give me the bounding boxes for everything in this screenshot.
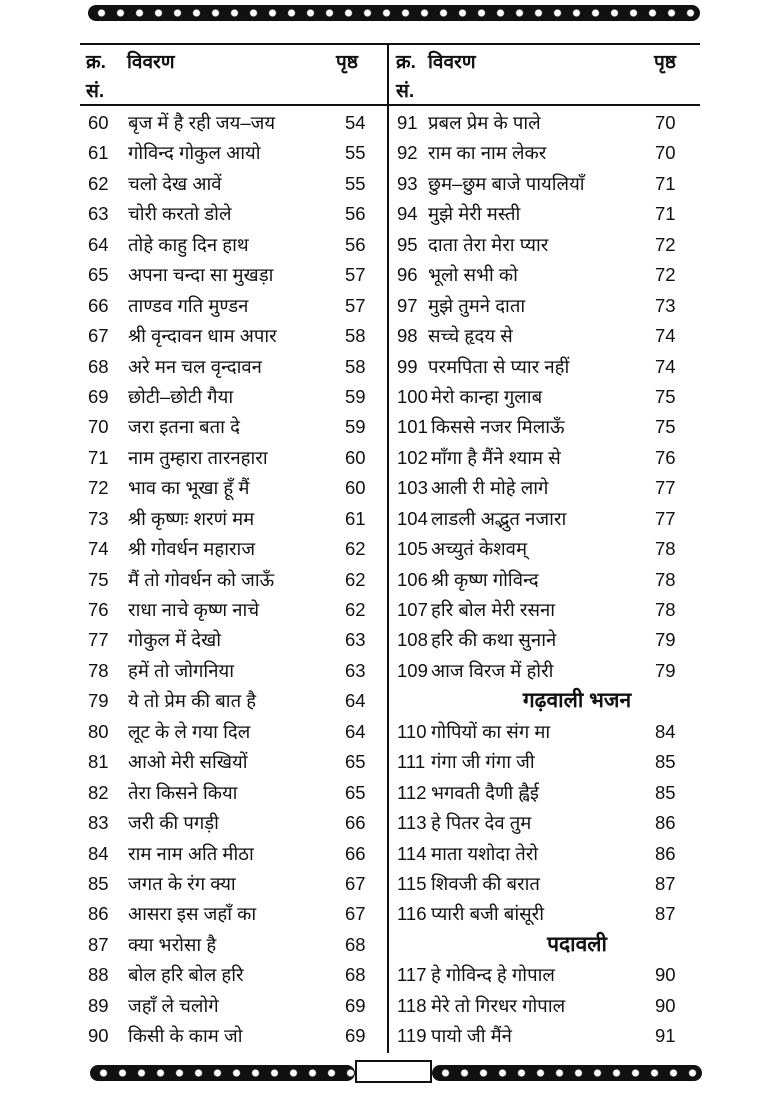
entry-title: अच्युतं केशवम् (431, 538, 528, 560)
entry-title: मुझे तुमने दाता (428, 294, 526, 316)
contents-entry (397, 625, 697, 655)
entry-page: 55 (345, 172, 366, 194)
entry-title: प्यारी बजी बांसूरी (431, 903, 545, 925)
contents-entry (88, 108, 383, 138)
entry-number: 63 (88, 203, 109, 225)
entry-number: 61 (88, 142, 109, 164)
entry-page: 55 (345, 142, 366, 164)
entry-number: 97 (397, 294, 418, 316)
contents-entry (397, 747, 697, 777)
entry-page: 63 (345, 659, 366, 681)
decorative-border-top (88, 5, 700, 21)
entry-title: मैं तो गोवर्धन को जाऊँ (128, 568, 275, 590)
entry-title: माता यशोदा तेरो (431, 842, 539, 864)
entry-title: राम नाम अति मीठा (128, 842, 254, 864)
entry-number: 88 (88, 964, 109, 986)
entry-number: 113 (397, 812, 427, 834)
contents-entry (88, 352, 383, 382)
header-title-left: विवरण (127, 52, 175, 73)
header-sno-left: क्र. (86, 52, 106, 73)
entry-page: 58 (345, 355, 366, 377)
entry-number: 108 (397, 629, 428, 651)
contents-entry (397, 230, 697, 260)
entry-number: 107 (397, 599, 428, 620)
entry-number: 65 (88, 264, 109, 286)
entry-title: चलो देख आवें (128, 172, 222, 194)
contents-entry (88, 412, 383, 442)
entry-title: लाडली अद्भुत नजारा (431, 507, 567, 529)
entry-number: 74 (88, 538, 109, 560)
section-heading (397, 686, 697, 716)
entry-title: राधा नाचे कृष्ण नाचे (128, 599, 260, 620)
entry-number: 69 (88, 385, 109, 407)
entry-title: तेरा किसने किया (128, 781, 238, 803)
contents-left-column (88, 108, 383, 1052)
contents-entry (88, 960, 383, 990)
entry-title: श्री वृन्दावन धाम अपार (128, 325, 277, 347)
entry-number: 89 (88, 994, 109, 1016)
entry-title: आओ मेरी सखियों (128, 751, 248, 773)
entry-title: बृज में है रही जय–जय (128, 112, 276, 133)
entry-page: 79 (655, 629, 676, 651)
entry-number: 112 (397, 781, 427, 803)
entry-number: 100 (397, 385, 428, 407)
header-page-left: पृष्ठ (336, 52, 358, 73)
entry-page: 71 (655, 203, 676, 225)
entry-page: 73 (655, 294, 676, 316)
contents-entry (88, 321, 383, 351)
entry-title: अरे मन चल वृन्दावन (128, 355, 262, 377)
contents-entry (397, 291, 697, 321)
entry-number: 79 (88, 690, 109, 712)
entry-number: 70 (88, 416, 109, 438)
contents-entry (88, 808, 383, 838)
entry-title: तोहे काहु दिन हाथ (128, 233, 249, 255)
contents-entry (397, 656, 697, 686)
entry-number: 114 (397, 842, 427, 864)
entry-title: किससे नजर मिलाऊँ (431, 416, 565, 438)
header-sno2-right: सं. (396, 81, 415, 102)
entry-page: 75 (655, 385, 676, 407)
entry-title: राम का नाम लेकर (428, 142, 547, 164)
contents-entry (88, 869, 383, 899)
entry-number: 80 (88, 720, 109, 742)
entry-number: 77 (88, 629, 109, 651)
column-divider (387, 43, 389, 1053)
entry-number: 85 (88, 872, 109, 894)
header-page-right: पृष्ठ (654, 52, 676, 73)
contents-entry (397, 199, 697, 229)
contents-entry (397, 260, 697, 290)
entry-page: 64 (345, 720, 366, 742)
contents-entry (88, 625, 383, 655)
contents-entry (88, 138, 383, 168)
entry-page: 85 (655, 751, 676, 773)
entry-title: श्री कृष्णः शरणं मम (128, 507, 255, 529)
contents-entry (397, 960, 697, 990)
entry-page: 70 (655, 142, 676, 164)
entry-number: 78 (88, 659, 109, 681)
entry-title: हे गोविन्द हे गोपाल (431, 964, 555, 986)
contents-entry (88, 565, 383, 595)
section-heading (397, 930, 697, 960)
entry-number: 64 (88, 233, 109, 255)
entry-title: मुझे मेरी मस्ती (428, 203, 521, 225)
header-title-right: विवरण (428, 52, 476, 73)
entry-page: 84 (655, 720, 676, 742)
entry-page: 62 (345, 599, 366, 620)
entry-number: 109 (397, 659, 428, 681)
entry-page: 77 (655, 507, 676, 529)
entry-number: 99 (397, 355, 418, 377)
entry-page: 87 (655, 903, 676, 925)
entry-number: 68 (88, 355, 109, 377)
entry-title: शिवजी की बरात (431, 872, 540, 894)
contents-entry (88, 473, 383, 503)
entry-page: 54 (345, 112, 366, 133)
entry-title: माँगा है मैंने श्याम से (431, 446, 561, 468)
entry-page: 60 (345, 446, 366, 468)
entry-number: 98 (397, 325, 418, 347)
entry-page: 76 (655, 446, 676, 468)
entry-page: 72 (655, 264, 676, 286)
contents-entry (397, 899, 697, 929)
entry-page: 56 (345, 233, 366, 255)
contents-entry (397, 565, 697, 595)
contents-entry (397, 869, 697, 899)
entry-number: 75 (88, 568, 109, 590)
section-heading-text: पदावली (547, 932, 607, 956)
entry-title: सच्चे हृदय से (428, 325, 513, 347)
contents-entry (88, 199, 383, 229)
entry-page: 58 (345, 325, 366, 347)
entry-number: 71 (88, 446, 109, 468)
entry-page: 75 (655, 416, 676, 438)
entry-page: 69 (345, 1025, 366, 1047)
contents-entry (397, 504, 697, 534)
entry-number: 82 (88, 781, 109, 803)
entry-page: 78 (655, 599, 676, 620)
entry-title: आली री मोहे लागे (431, 477, 549, 499)
contents-entry (397, 473, 697, 503)
contents-right-column (397, 108, 697, 1052)
contents-entry (397, 839, 697, 869)
entry-title: किसी के काम जो (128, 1025, 243, 1047)
entry-number: 102 (397, 446, 428, 468)
entry-page: 61 (345, 507, 366, 529)
entry-number: 72 (88, 477, 109, 499)
entry-title: भगवती दैणी ह्वैई (431, 781, 539, 803)
entry-page: 90 (655, 994, 676, 1016)
entry-title: जगत के रंग क्या (128, 872, 236, 894)
entry-title: भाव का भूखा हूँ मैं (128, 477, 250, 499)
entry-number: 90 (88, 1025, 109, 1047)
entry-title: जहाँ ले चलोगे (128, 994, 219, 1016)
entry-title: छोटी–छोटी गैया (128, 385, 234, 407)
entry-page: 65 (345, 781, 366, 803)
entry-title: गोकुल में देखो (128, 629, 222, 651)
entry-page: 74 (655, 325, 676, 347)
entry-page: 71 (655, 172, 676, 194)
entry-page: 85 (655, 781, 676, 803)
entry-number: 95 (397, 233, 418, 255)
decorative-border-bottom-right (432, 1065, 702, 1081)
entry-number: 62 (88, 172, 109, 194)
entry-page: 57 (345, 264, 366, 286)
contents-entry (88, 230, 383, 260)
entry-title: पायो जी मैंने (431, 1025, 512, 1047)
entry-number: 91 (397, 112, 418, 133)
entry-title: प्रबल प्रेम के पाले (428, 112, 541, 133)
contents-entry (397, 1021, 697, 1051)
entry-page: 60 (345, 477, 366, 499)
entry-page: 66 (345, 812, 366, 834)
contents-entry (88, 504, 383, 534)
entry-title: श्री कृष्ण गोविन्द (431, 568, 539, 590)
entry-page: 63 (345, 629, 366, 651)
entry-title: गोपियों का संग मा (431, 720, 551, 742)
entry-page: 87 (655, 872, 676, 894)
entry-page: 66 (345, 842, 366, 864)
entry-number: 117 (397, 964, 427, 986)
contents-entry (88, 717, 383, 747)
entry-page: 67 (345, 903, 366, 925)
contents-entry (397, 169, 697, 199)
entry-title: हे पितर देव तुम (431, 812, 532, 834)
entry-page: 56 (345, 203, 366, 225)
entry-number: 96 (397, 264, 418, 286)
contents-entry (397, 534, 697, 564)
entry-title: मेरो कान्हा गुलाब (431, 385, 543, 407)
entry-page: 86 (655, 842, 676, 864)
entry-page: 65 (345, 751, 366, 773)
entry-title: हमें तो जोगनिया (128, 659, 235, 681)
entry-number: 105 (397, 538, 428, 560)
entry-number: 81 (88, 751, 109, 773)
header-bottom-rule (80, 104, 700, 106)
decorative-border-bottom-left (90, 1065, 355, 1081)
entry-number: 115 (397, 872, 427, 894)
entry-title: जरी की पगड़ी (128, 812, 219, 834)
entry-number: 87 (88, 933, 109, 955)
entry-number: 92 (397, 142, 418, 164)
entry-page: 77 (655, 477, 676, 499)
contents-entry (397, 138, 697, 168)
entry-number: 73 (88, 507, 109, 529)
entry-page: 86 (655, 812, 676, 834)
entry-page: 68 (345, 933, 366, 955)
entry-page: 79 (655, 659, 676, 681)
entry-title: ये तो प्रेम की बात है (128, 690, 257, 712)
entry-number: 104 (397, 507, 428, 529)
entry-page: 57 (345, 294, 366, 316)
contents-entry (88, 839, 383, 869)
entry-title: अपना चन्दा सा मुखड़ा (128, 264, 274, 286)
contents-entry (397, 321, 697, 351)
header-sno2-left: सं. (86, 81, 105, 102)
contents-entry (397, 382, 697, 412)
entry-number: 116 (397, 903, 427, 925)
table-top-rule (80, 43, 700, 45)
entry-page: 74 (655, 355, 676, 377)
entry-page: 59 (345, 385, 366, 407)
contents-entry (397, 595, 697, 625)
entry-title: भूलो सभी को (428, 264, 518, 286)
entry-number: 60 (88, 112, 109, 133)
entry-title: ताण्डव गति मुण्डन (128, 294, 249, 316)
entry-number: 103 (397, 477, 428, 499)
contents-entry (88, 991, 383, 1021)
contents-entry (88, 899, 383, 929)
page-number-box (355, 1060, 432, 1083)
entry-number: 76 (88, 599, 109, 620)
entry-number: 119 (397, 1025, 427, 1047)
entry-number: 67 (88, 325, 109, 347)
entry-title: आसरा इस जहाँ का (128, 903, 257, 925)
entry-page: 90 (655, 964, 676, 986)
entry-number: 111 (397, 751, 426, 773)
entry-title: छुम–छुम बाजे पायलियाँ (428, 172, 585, 194)
entry-number: 101 (397, 416, 428, 438)
contents-entry (88, 443, 383, 473)
entry-title: हरि बोल मेरी रसना (431, 599, 556, 620)
entry-page: 62 (345, 538, 366, 560)
entry-title: बोल हरि बोल हरि (128, 964, 244, 986)
entry-page: 62 (345, 568, 366, 590)
entry-page: 91 (655, 1025, 676, 1047)
contents-entry (88, 1021, 383, 1051)
entry-page: 64 (345, 690, 366, 712)
entry-title: नाम तुम्हारा तारनहारा (128, 446, 268, 468)
contents-entry (397, 412, 697, 442)
entry-title: श्री गोवर्धन महाराज (128, 538, 256, 560)
entry-number: 106 (397, 568, 428, 590)
header-sno-right: क्र. (396, 52, 416, 73)
entry-title: आज विरज में होरी (431, 659, 554, 681)
contents-entry (88, 382, 383, 412)
entry-title: चोरी करतो डोले (128, 203, 232, 225)
entry-page: 69 (345, 994, 366, 1016)
entry-number: 94 (397, 203, 418, 225)
contents-entry (88, 595, 383, 625)
contents-entry (88, 534, 383, 564)
contents-entry (397, 778, 697, 808)
entry-number: 83 (88, 812, 109, 834)
entry-page: 72 (655, 233, 676, 255)
entry-page: 67 (345, 872, 366, 894)
section-heading-text: गढ़वाली भजन (522, 689, 632, 713)
entry-title: दाता तेरा मेरा प्यार (428, 233, 549, 255)
entry-number: 93 (397, 172, 418, 194)
contents-entry (397, 717, 697, 747)
entry-title: क्या भरोसा है (128, 933, 217, 955)
entry-page: 70 (655, 112, 676, 133)
contents-entry (88, 260, 383, 290)
entry-title: मेरे तो गिरधर गोपाल (431, 994, 566, 1016)
contents-entry (397, 808, 697, 838)
entry-title: हरि की कथा सुनाने (431, 629, 557, 651)
contents-entry (397, 352, 697, 382)
entry-number: 66 (88, 294, 109, 316)
entry-page: 78 (655, 568, 676, 590)
contents-entry (397, 991, 697, 1021)
entry-title: परमपिता से प्यार नहीं (428, 355, 570, 377)
entry-title: गंगा जी गंगा जी (431, 751, 535, 773)
entry-title: लूट के ले गया दिल (128, 720, 251, 742)
entry-number: 118 (397, 994, 427, 1016)
contents-entry (88, 930, 383, 960)
entry-page: 78 (655, 538, 676, 560)
contents-entry (397, 108, 697, 138)
contents-entry (88, 169, 383, 199)
entry-page: 68 (345, 964, 366, 986)
entry-page: 59 (345, 416, 366, 438)
contents-entry (88, 686, 383, 716)
contents-entry (88, 778, 383, 808)
entry-number: 84 (88, 842, 109, 864)
entry-title: जरा इतना बता दे (128, 416, 240, 438)
contents-entry (397, 443, 697, 473)
entry-number: 110 (397, 720, 427, 742)
entry-number: 86 (88, 903, 109, 925)
contents-entry (88, 656, 383, 686)
entry-title: गोविन्द गोकुल आयो (128, 142, 261, 164)
contents-entry (88, 747, 383, 777)
contents-entry (88, 291, 383, 321)
